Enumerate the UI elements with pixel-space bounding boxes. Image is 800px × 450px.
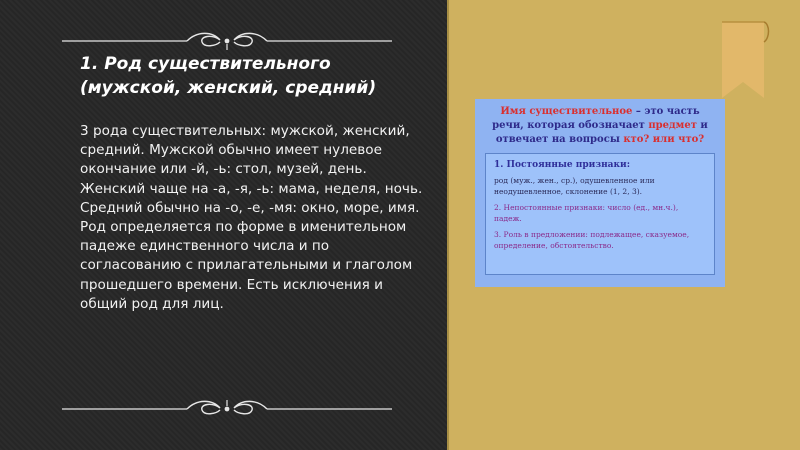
card-heading — [485, 105, 715, 147]
card-heading-object: предмет — [648, 120, 697, 131]
noun-definition-image — [475, 99, 725, 287]
slide-title-line2: (мужской, женский, средний) — [80, 78, 377, 98]
bookmark-ribbon-icon — [720, 18, 772, 100]
card-features-box — [485, 153, 715, 275]
top-ornament — [62, 30, 392, 52]
card-heading-text2: и отвечает на вопросы — [495, 120, 708, 145]
card-heading-term: Имя существительное — [500, 106, 633, 117]
card-section2-text: 2. Непостоянные признаки: число (ед., мн.ч.), падеж. — [494, 203, 679, 223]
bottom-ornament — [62, 398, 392, 420]
card-heading-questions: кто? или что? — [623, 134, 705, 145]
slide-title-line1: 1. Род существительного — [80, 54, 331, 74]
slide-title — [80, 52, 410, 100]
slide-body-text: 3 рода существительных: мужской, женский, средний. Мужской обычно имеет нулевое окончание или -й, -ь: стол, музей, день. Женский чаще на -а, -я, -ь: мама, неделя, ночь. Средний обычно на -о, -е, -мя: окно, море, имя. Род определяется по форме в именительном падеже единственного числа и по согласованию с прилагательными и глаголом прошедшего времени. Есть исключения и общий род для лиц. — [80, 123, 423, 312]
card-section1-text: род (муж., жен., ср.), одушевленное или неодушевленное, склонение (1, 2, 3). — [494, 176, 655, 196]
card-section3-text: 3. Роль в предложении: подлежащее, сказуемое, определение, обстоятельство. — [494, 230, 690, 250]
card-heading-text1: – это часть речи, которая обозначает — [492, 106, 700, 131]
card-section1-title: 1. Постоянные признаки: — [494, 160, 631, 170]
